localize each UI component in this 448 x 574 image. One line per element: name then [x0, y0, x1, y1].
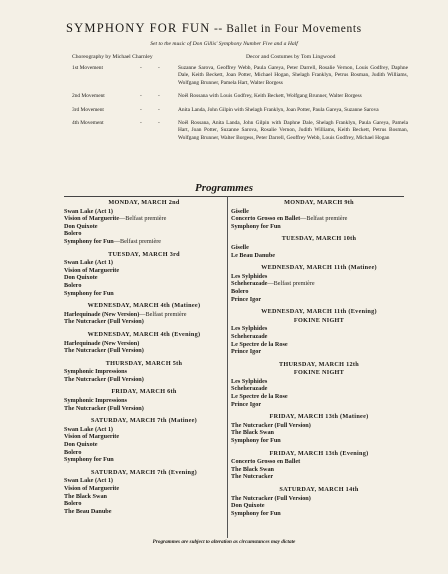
premiere-note: —Belfast première [139, 310, 187, 318]
day-block [64, 417, 224, 464]
ballet-item [231, 288, 407, 296]
ballet-name: Scheherazade [231, 280, 268, 288]
ballet-name: Symphony for Fun [64, 289, 114, 297]
ballet-item [231, 393, 407, 401]
ballet-name: Symphony for Fun [231, 509, 281, 517]
ballet-item [64, 456, 224, 464]
ballet-name: Giselle [231, 207, 249, 215]
ballet-name: The Nutcracker (Full Version) [64, 375, 144, 383]
ballet-item [64, 267, 224, 275]
ballet-item [64, 215, 224, 223]
ballet-item [231, 273, 407, 281]
ballet-name: Swan Lake (Act 1) [64, 477, 113, 485]
dash-marker: - [158, 65, 160, 71]
ballet-item [64, 340, 224, 348]
ballet-item [64, 376, 224, 384]
premiere-note: —Belfast première [113, 237, 161, 245]
day-heading: THURSDAY, MARCH 5th [105, 359, 183, 367]
ballet-name: Symphonic Impressions [64, 397, 127, 405]
movement-cast: Noël Rossana, Anita Landa, John Gilpin with Daphne Dale, Shelagh Franklyn, Paula Gareya, Pamela Hart, Joan Potter, Suzanne Sarova, Rosalie Vernon, Judith Williams, Keith Beckett, Petrus Bosman, Wolfgang Brunner, Walter Borgess, Peter Darrell, Geoffrey Webb, Louis Godfrey, Michael Hogan [178, 120, 408, 141]
movement-row [72, 65, 408, 87]
movement-cast: Noël Rossana with Louis Godfrey, Keith Beckett, Wolfgang Brunner, Walter Borgess [178, 93, 362, 100]
ballet-name: Don Quixote [231, 502, 265, 510]
movement-label: 3rd Movement [72, 106, 104, 113]
day-heading: FRIDAY, MARCH 13th (Matinee) [269, 413, 369, 421]
day-block [64, 302, 224, 326]
dash-marker: - [140, 106, 142, 113]
ballet-title-sub: -- Ballet in Four Movements [210, 23, 362, 35]
ballet-item [231, 422, 407, 430]
ballet-name: Le Spectre de la Rose [231, 393, 288, 401]
day-heading: SATURDAY, MARCH 7th (Evening) [90, 468, 198, 476]
day-subheading: FOKINE NIGHT [293, 316, 345, 324]
day-heading: TUESDAY, MARCH 10th [281, 235, 357, 243]
ballet-item [64, 223, 224, 231]
ballet-item [64, 238, 224, 246]
ballet-name: Les Sylphides [231, 325, 268, 333]
premiere-note: —Belfast première [300, 215, 348, 223]
ballet-name: Vision of Marguerite [64, 266, 120, 274]
heading-rule [64, 196, 404, 197]
premiere-note: —Belfast première [267, 280, 315, 288]
ballet-item [231, 223, 407, 231]
day-block [64, 388, 224, 412]
ballet-name: Concerto Grosso en Ballet [231, 215, 301, 223]
ballet-item [231, 252, 407, 260]
day-heading: FRIDAY, MARCH 6th [111, 388, 177, 396]
day-block [64, 251, 224, 298]
day-block [231, 199, 407, 230]
day-block [64, 199, 224, 246]
dash-marker: - [158, 93, 160, 100]
ballet-name: Harlequinade (New Version) [64, 339, 140, 347]
day-block [231, 235, 407, 259]
ballet-name: Scheherazade [231, 332, 268, 340]
choreography-credit: Choreography by Michael Charnley [72, 54, 153, 60]
dash-marker: - [140, 93, 142, 100]
ballet-item [64, 397, 224, 405]
ballet-name: Prince Igor [231, 295, 262, 303]
dash-marker: - [158, 106, 160, 113]
dash-marker: - [140, 65, 142, 71]
ballet-item [64, 477, 224, 485]
ballet-name: Bolero [64, 230, 82, 238]
ballet-item [64, 259, 224, 267]
ballet-item [64, 311, 224, 319]
ballet-name: The Black Swan [231, 465, 274, 473]
ballet-item [231, 473, 407, 481]
day-heading: SATURDAY, MARCH 7th (Matinee) [90, 417, 198, 425]
ballet-name: Symphony for Fun [231, 437, 281, 445]
ballet-item [231, 385, 407, 393]
day-block [64, 331, 224, 355]
ballet-item [64, 290, 224, 298]
ballet-item [231, 208, 407, 216]
programme-column-left [64, 199, 224, 520]
day-block [231, 264, 407, 303]
programme-column-right [231, 199, 407, 522]
ballet-name: The Nutcracker (Full Version) [64, 404, 144, 412]
ballet-name: Giselle [231, 243, 249, 251]
day-block [231, 413, 407, 444]
movement-label: 4th Movement [72, 120, 104, 127]
ballet-item [64, 449, 224, 457]
ballet-name: The Nutcracker (Full Version) [64, 318, 144, 326]
ballet-name: Don Quixote [64, 222, 98, 230]
ballet-name: Swan Lake (Act 1) [64, 425, 113, 433]
ballet-item [231, 215, 407, 223]
ballet-item [64, 230, 224, 238]
ballet-name: Bolero [231, 287, 249, 295]
ballet-item [64, 368, 224, 376]
ballet-name: Bolero [64, 281, 82, 289]
ballet-item [64, 500, 224, 508]
day-heading: WEDNESDAY, MARCH 4th (Evening) [87, 330, 201, 338]
ballet-item [231, 401, 407, 409]
ballet-item [64, 433, 224, 441]
ballet-name: Prince Igor [231, 348, 262, 356]
ballet-item [64, 441, 224, 449]
ballet-name: Don Quixote [64, 441, 98, 449]
movement-cast: Suzanne Sarova, Geoffrey Webb, Paula Gareya, Peter Darrell, Rosalie Vernon, Louis Godfrey, Daphne Dale, Keith Beckett, Joan Potter, Michael Hogan, Shelagh Franklyn, Petrus Bosman, Judith Williams, Wolfgang Brunner, Pamela Hart, Walter Borgess [178, 65, 408, 86]
movement-row [72, 120, 408, 142]
ballet-name: The Nutcracker (Full Version) [64, 347, 144, 355]
ballet-title [66, 21, 362, 36]
ballet-item [231, 244, 407, 252]
ballet-name: Symphony for Fun [64, 456, 114, 464]
ballet-name: The Nutcracker [231, 473, 274, 481]
day-block [64, 469, 224, 516]
ballet-name: Don Quixote [64, 274, 98, 282]
day-block [64, 360, 224, 384]
ballet-item [64, 282, 224, 290]
day-block [231, 450, 407, 481]
ballet-item [231, 458, 407, 466]
movement-row [72, 93, 408, 100]
ballet-item [64, 405, 224, 413]
movement-label: 2nd Movement [72, 93, 105, 100]
day-subheading: FOKINE NIGHT [293, 369, 345, 377]
ballet-name: Symphonic Impressions [64, 368, 127, 376]
ballet-item [64, 485, 224, 493]
ballet-item [64, 274, 224, 282]
movement-label: 1st Movement [72, 65, 103, 71]
alteration-notice: Programmes are subject to alteration as circumstances may dictate [152, 539, 296, 545]
ballet-name: The Black Swan [231, 429, 274, 437]
day-block [231, 486, 407, 517]
ballet-item [64, 493, 224, 501]
ballet-item [231, 510, 407, 518]
ballet-name: Harlequinade (New Version) [64, 310, 140, 318]
ballet-name: Concerto Grosso en Ballet [231, 458, 301, 466]
ballet-name: Vision of Marguerite [64, 485, 120, 492]
day-heading: WEDNESDAY, MARCH 11th (Matinee) [261, 264, 377, 272]
ballet-item [64, 426, 224, 434]
ballet-name: Symphony for Fun [231, 222, 281, 230]
ballet-name: The Black Swan [64, 492, 107, 500]
movement-row [72, 107, 408, 114]
ballet-name: Bolero [64, 448, 82, 456]
ballet-item [231, 341, 407, 349]
ballet-item [231, 280, 407, 288]
ballet-item [64, 208, 224, 216]
movement-cast: Anita Landa, John Gilpin with Shelagh Franklyn, Joan Potter, Paula Gareya, Suzanne Sarova [178, 106, 379, 113]
ballet-name: Scheherazade [231, 385, 268, 393]
day-block [231, 361, 407, 409]
ballet-name: The Beau Danube [64, 507, 112, 515]
day-heading: WEDNESDAY, MARCH 11th (Evening) [261, 308, 377, 316]
ballet-name: Bolero [64, 500, 82, 508]
ballet-name: Swan Lake (Act 1) [64, 259, 113, 267]
ballet-item [64, 318, 224, 326]
ballet-title-main: SYMPHONY FOR FUN [66, 21, 211, 35]
ballet-item [231, 378, 407, 386]
ballet-name: Swan Lake (Act 1) [64, 207, 113, 215]
day-heading: WEDNESDAY, MARCH 4th (Matinee) [87, 302, 201, 310]
programmes-heading: Programmes [194, 182, 254, 194]
dash-marker: - [158, 120, 160, 127]
ballet-item [231, 437, 407, 445]
ballet-item [231, 296, 407, 304]
ballet-item [231, 495, 407, 503]
ballet-item [64, 347, 224, 355]
ballet-name: Les Sylphides [231, 377, 268, 385]
ballet-item [231, 325, 407, 333]
premiere-note: —Belfast première [119, 215, 167, 223]
ballet-name: Le Beau Danube [231, 251, 276, 259]
dash-marker: - [140, 120, 142, 127]
ballet-name: Vision of Marguerite [64, 433, 120, 441]
ballet-name: The Nutcracker (Full Version) [231, 421, 311, 429]
ballet-item [231, 466, 407, 474]
column-divider [227, 196, 228, 538]
ballet-name: Symphony for Fun [64, 237, 114, 245]
day-block [231, 308, 407, 356]
decor-credit: Decor and Costumes by Tom Lingwood [246, 54, 336, 60]
ballet-name: Vision of Marguerite [64, 215, 120, 223]
day-heading: TUESDAY, MARCH 3rd [108, 250, 180, 258]
ballet-item [231, 348, 407, 356]
music-credit: Set to the music of Don Gillis' Symphony Number Five and a Half [150, 41, 298, 47]
day-heading: THURSDAY, MARCH 12th [279, 360, 359, 368]
ballet-name: Le Spectre de la Rose [231, 340, 288, 348]
day-heading: MONDAY, MARCH 9th [284, 199, 354, 206]
day-heading: MONDAY, MARCH 2nd [108, 199, 180, 206]
ballet-name: Prince Igor [231, 400, 262, 408]
ballet-name: Les Sylphides [231, 272, 268, 280]
day-heading: FRIDAY, MARCH 13th (Evening) [269, 449, 369, 457]
day-heading: SATURDAY, MARCH 14th [279, 486, 359, 493]
ballet-item [231, 429, 407, 437]
movements-list [72, 65, 408, 148]
ballet-item [231, 333, 407, 341]
ballet-item [231, 502, 407, 510]
ballet-name: The Nutcracker (Full Version) [231, 494, 311, 502]
ballet-item [64, 508, 224, 516]
